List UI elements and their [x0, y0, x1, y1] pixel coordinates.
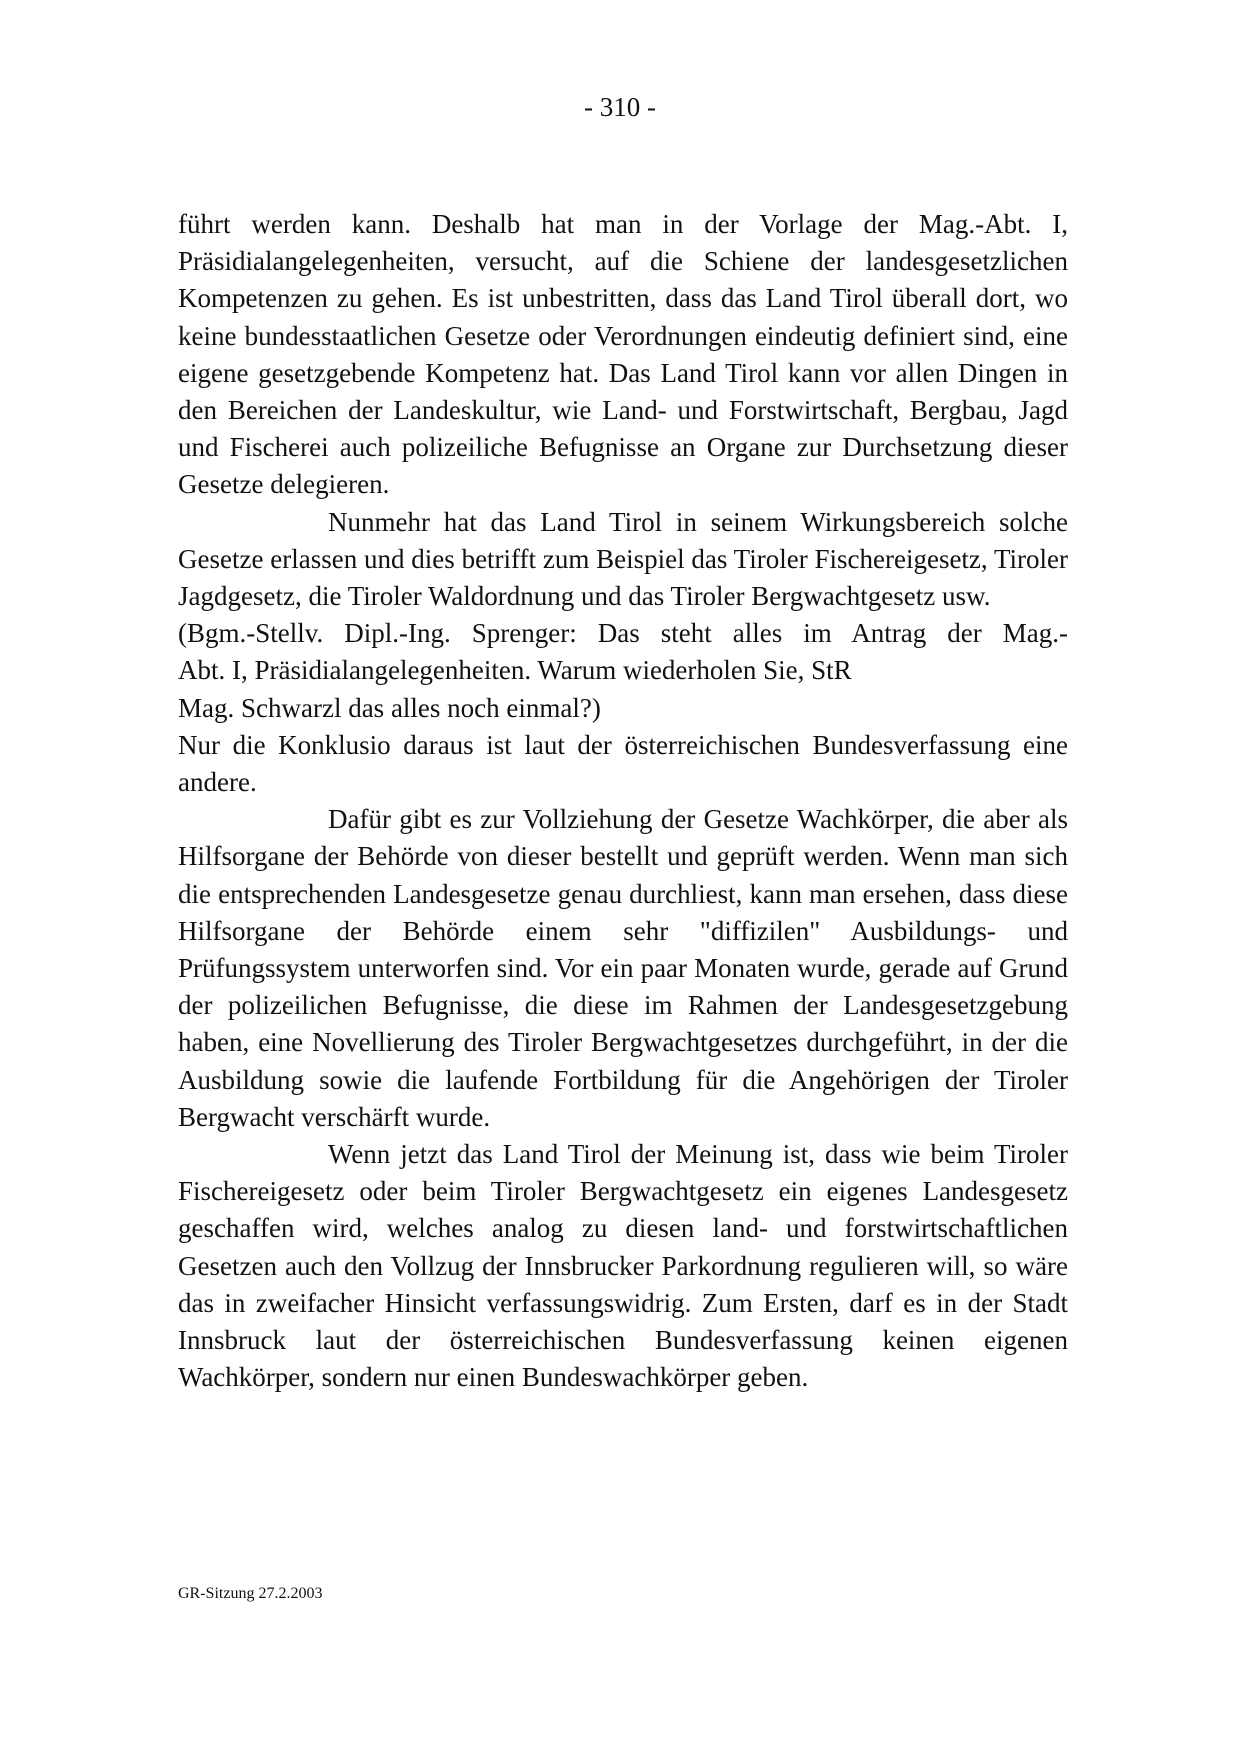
paragraph-2: Nunmehr hat das Land Tirol in seinem Wirkungsbereich solche Gesetze erlassen und dies betrifft zum Beispiel das Tiroler Fischereigesetz, Tiroler Jagdgesetz, die Tiroler Waldordnung und das Tiroler Bergwachtgesetz usw. — [178, 506, 1068, 612]
interjection — [178, 615, 1068, 727]
interjection-line-2: Abt. I, Präsidialangelegenheiten. Warum wiederholen Sie, StR — [178, 655, 852, 686]
interjection-line-1: (Bgm.-Stellv. Dipl.-Ing. Sprenger: Das steht alles im Antrag der Mag.- — [178, 618, 1068, 649]
paragraph-4: Dafür gibt es zur Vollziehung der Gesetze Wachkörper, die aber als Hilfsorgane der Behörde von dieser bestellt und geprüft werden. Wenn man sich die entsprechenden Landesgesetze genau durchliest, kann man ersehen, dass diese Hilfsorgane der Behörde einem sehr "diffizilen" Ausbildungs- und Prüfungssystem unterworfen sind. Vor ein paar Monaten wurde, gerade auf Grund der polizeilichen Befugnisse, die diese im Rahmen der Landesgesetzgebung haben, eine Novellierung des Tiroler Bergwachtgesetzes durchgeführt, in der die Ausbildung sowie die laufende Fortbildung für die Angehörigen der Tiroler Bergwacht verschärft wurde. — [178, 804, 1068, 1132]
footer-session-date: GR-Sitzung 27.2.2003 — [178, 1585, 323, 1602]
paragraph-1: führt werden kann. Deshalb hat man in der Vorlage der Mag.-Abt. I, Präsidialangelegenheiten, versucht, auf die Schiene der landesgesetzlichen Kompetenzen zu gehen. Es ist unbestritten, dass das Land Tirol überall dort, wo keine bundesstaatlichen Gesetze oder Verordnungen eindeutig definiert sind, eine eigene gesetzgebende Kompetenz hat. Das Land Tirol kann vor allen Dingen in den Bereichen der Landeskultur, wie Land- und Forstwirtschaft, Bergbau, Jagd und Fischerei auch polizeiliche Befugnisse an Organe zur Durchsetzung dieser Gesetze delegieren. — [178, 209, 1068, 500]
page-number: - 310 - — [584, 92, 656, 122]
interjection-line-3: Mag. Schwarzl das alles noch einmal?) — [178, 692, 601, 723]
document-body — [178, 206, 1068, 1397]
paragraph-5: Wenn jetzt das Land Tirol der Meinung ist, dass wie beim Tiroler Fischereigesetz oder beim Tiroler Bergwachtgesetz ein eigenes Landesgesetz geschaffen wird, welches analog zu diesen land- und forstwirtschaftlichen Gesetzen auch den Vollzug der Innsbrucker Parkordnung regulieren will, so wäre das in zweifacher Hinsicht verfassungswidrig. Zum Ersten, darf es in der Stadt Innsbruck laut der österreichischen Bundesverfassung keinen eigenen Wachkörper, sondern nur einen Bundeswachkörper geben. — [178, 1139, 1068, 1393]
paragraph-3: Nur die Konklusio daraus ist laut der österreichischen Bundesverfassung eine andere. — [178, 729, 1068, 798]
